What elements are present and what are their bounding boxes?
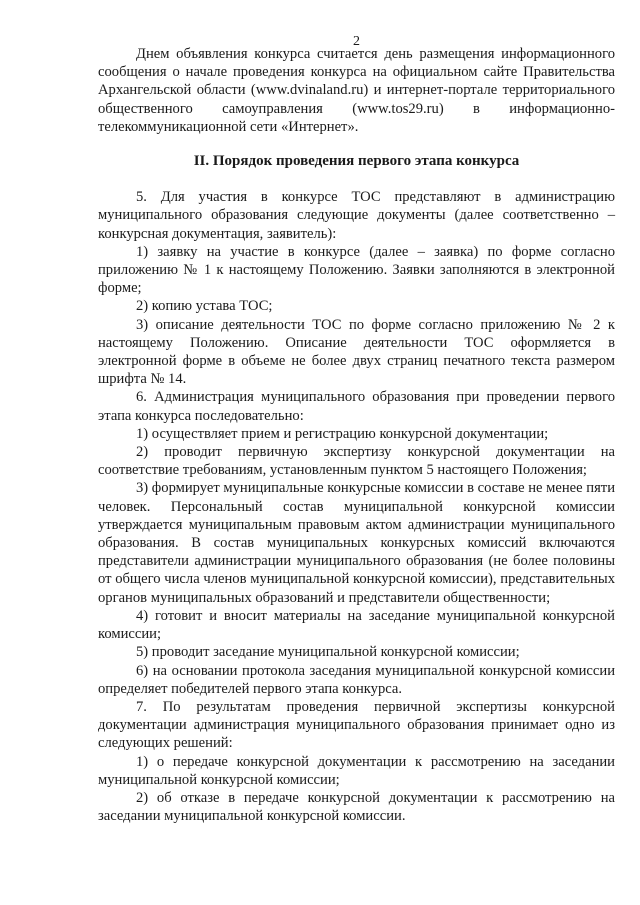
clause-6-item-2: 2) проводит первичную экспертизу конкурсной документации на соответствие требованиям, установленным пунктом 5 настоящего Положения; (98, 444, 615, 479)
clause-6-item-1: 1) осуществляет прием и регистрацию конкурсной документации; (136, 425, 549, 442)
clause-7-item-1: 1) о передаче конкурсной документации к рассмотрению на заседании муниципальной конкурсной комиссии; (98, 753, 615, 788)
clause-7: 7. По результатам проведения первичной экспертизы конкурсной документации администрация муниципального образования принимает одно из следующих решений: (98, 698, 615, 752)
clause-6-item-4: 4) готовит и вносит материалы на заседание муниципальной конкурсной комиссии; (98, 607, 615, 643)
clause-5: 5. Для участия в конкурсе ТОС представляют в администрацию муниципального образования следующие документы (далее соответственно – конкурсная документация, заявитель): (98, 189, 615, 242)
intro-paragraph: Днем объявления конкурса считается день размещения информационного сообщения о начале проведения конкурса на официальном сайте Правительства Архангельской области (www.dvinaland.ru) и интернет-портале территориального общественного самоуправления (www.tos29.ru) в информационно-телекоммуникационной сети «Интернет». (98, 46, 615, 135)
clause-6-item-6: 6) на основании протокола заседания муниципальной конкурсной комиссии определяет победителей первого этапа конкурса. (98, 662, 615, 697)
clause-6-item-3: 3) формирует муниципальные конкурсные комиссии в составе не менее пяти человек. Персональный состав муниципальной конкурсной комиссии утверждается муниципальным правовым актом администрации муниципального образования. В состав муниципальных конкурсных комиссий включаются представители администрации муниципального образования (не более половины от общего числа членов муниципальной конкурсной комиссии), представительных органов муниципальных образований и представители общественности; (98, 480, 615, 606)
clause-7-item-2: 2) об отказе в передаче конкурсной документации к рассмотрению на заседании муниципальной конкурсной комиссии. (98, 789, 615, 825)
page-number: 2 (353, 34, 360, 49)
clause-5-item-2: 2) копию устава ТОС; (136, 298, 273, 315)
document-body (98, 45, 615, 825)
clause-5-item-3: 3) описание деятельности ТОС по форме согласно приложению № 2 к настоящему Положению. Описание деятельности ТОС оформляется в электронной форме в объеме не более двух страниц печатного текста размером шрифта № 14. (98, 316, 615, 388)
clause-5-item-1: 1) заявку на участие в конкурсе (далее – заявка) по форме согласно приложению № 1 к настоящему Положению. Заявки заполняются в электронной форме; (98, 243, 615, 297)
clause-6-item-5: 5) проводит заседание муниципальной конкурсной комиссии; (136, 644, 520, 661)
section-heading: II. Порядок проведения первого этапа конкурса (193, 153, 520, 170)
clause-6: 6. Администрация муниципального образования при проведении первого этапа конкурса последовательно: (98, 389, 615, 424)
